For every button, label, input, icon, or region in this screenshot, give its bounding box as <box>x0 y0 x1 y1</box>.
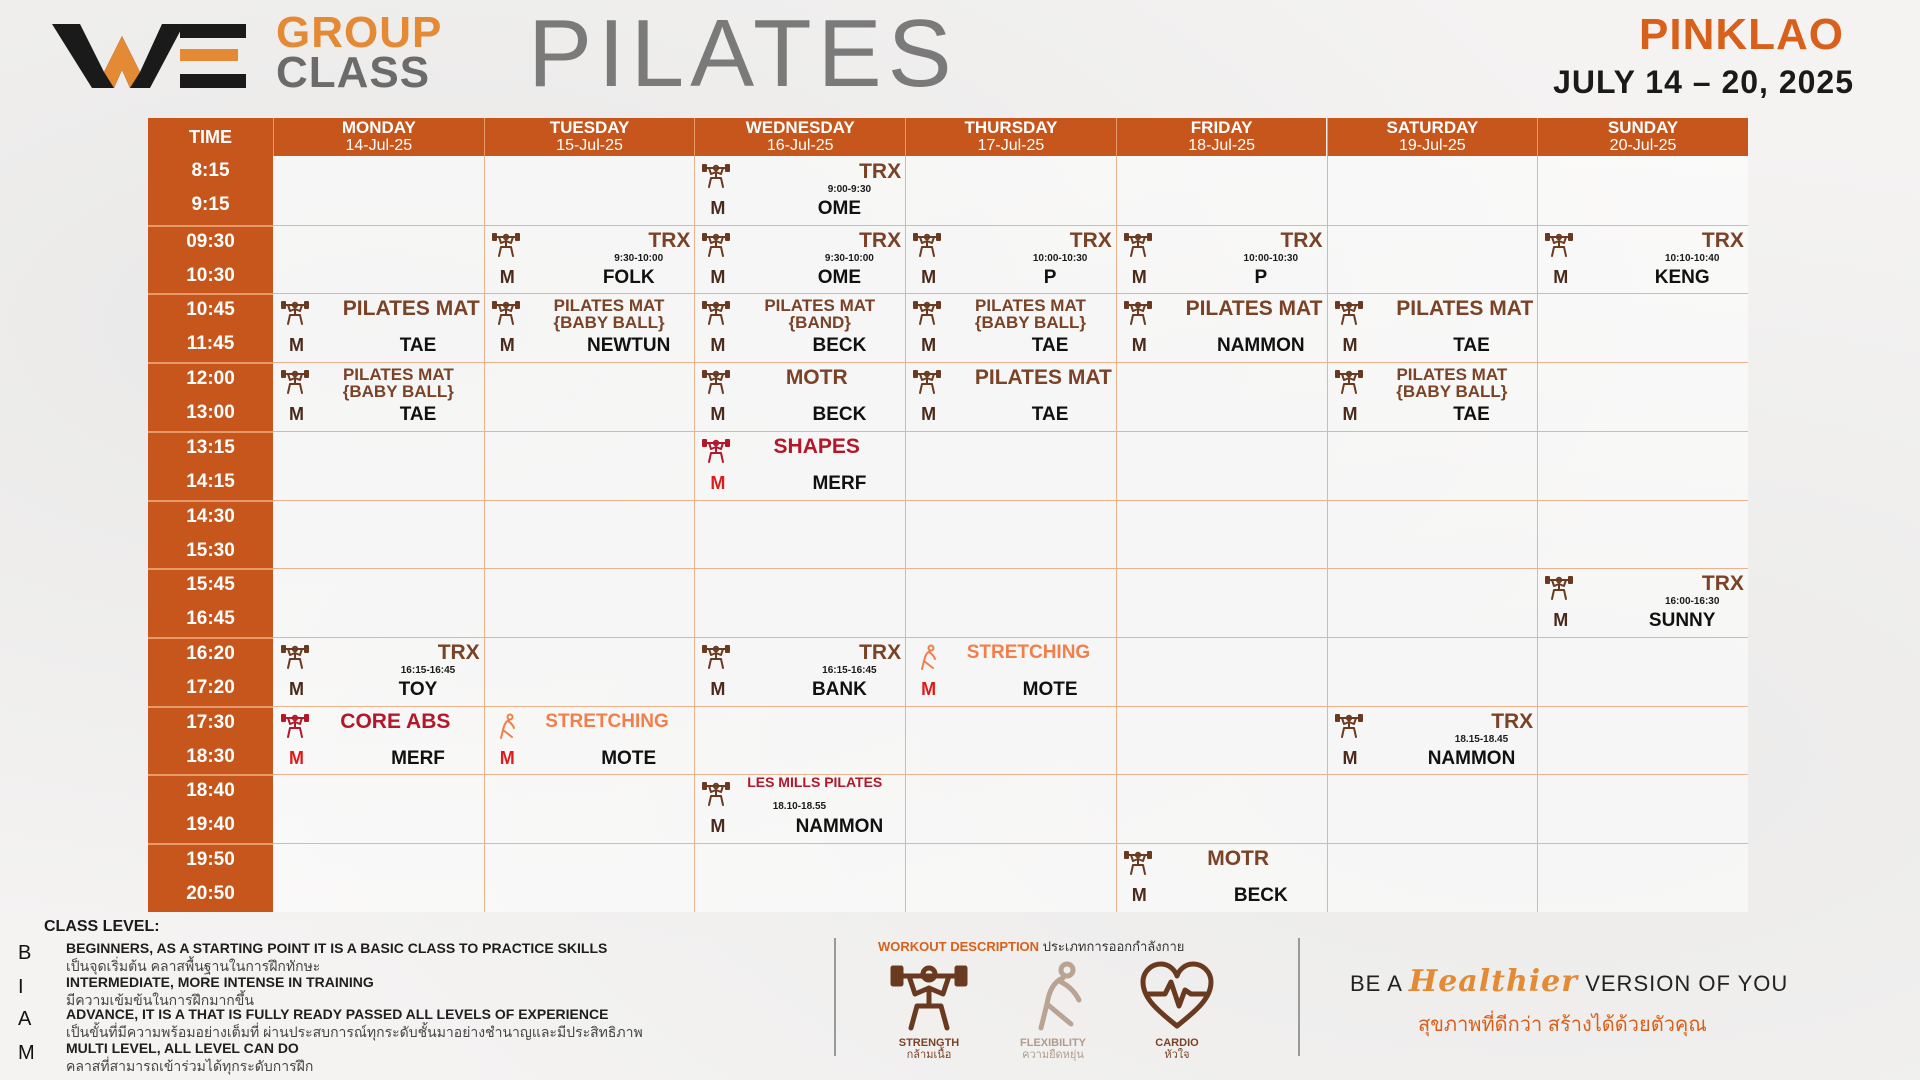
strength-label: STRENGTH <box>898 1037 960 1049</box>
class-level: M <box>921 678 937 699</box>
schedule-table <box>148 118 1748 912</box>
strength-icon <box>1545 231 1573 259</box>
timeslot-end: 18:30 <box>186 745 235 767</box>
timeslot <box>148 568 273 636</box>
class-entry[interactable] <box>1327 706 1538 775</box>
class-level: M <box>710 472 726 493</box>
class-instructor: P <box>1043 266 1057 288</box>
class-name: PILATES MAT <box>1396 297 1534 321</box>
class-name: TRX <box>1701 572 1744 596</box>
tagline-english: BE A Healthier VERSION OF YOU <box>1350 964 1789 999</box>
class-level: M <box>921 335 937 356</box>
class-level: M <box>499 266 515 287</box>
day-name: TUESDAY <box>549 118 630 137</box>
timeslot-start: 16:20 <box>186 642 235 664</box>
class-name: MOTR <box>785 366 848 390</box>
class-time: 9:30-10:00 <box>614 252 664 264</box>
timeslot <box>148 843 273 911</box>
class-instructor: MERF <box>391 747 445 769</box>
tagline-script: Healthier <box>1408 964 1579 999</box>
strength-icon <box>1545 574 1573 602</box>
strength-icon <box>702 368 730 396</box>
class-instructor: NAMMON <box>795 816 884 838</box>
class-time: 16:15-16:45 <box>822 664 877 676</box>
strength-icon <box>492 231 520 259</box>
timeslot-start: 13:15 <box>186 436 235 458</box>
class-instructor: NAMMON <box>1216 335 1305 357</box>
class-entry[interactable] <box>484 706 695 775</box>
level-description-thai: เป็นจุดเริ่มต้น คลาสพื้นฐานในการฝึกทักษะ <box>66 958 321 974</box>
flexibility-legend <box>998 960 1108 1070</box>
timeslot-end: 16:45 <box>186 608 235 630</box>
level-letter: I <box>18 976 24 998</box>
cardio-label: CARDIO <box>1155 1037 1199 1049</box>
level-description: INTERMEDIATE, MORE INTENSE IN TRAINING <box>66 974 374 990</box>
timeslot <box>148 156 273 224</box>
timeslot-end: 10:30 <box>186 264 235 286</box>
level-description: MULTI LEVEL, ALL LEVEL CAN DO <box>66 1040 299 1056</box>
class-level-legend <box>0 912 820 1080</box>
class-instructor: BECK <box>812 404 867 426</box>
class-level: M <box>499 335 515 356</box>
class-instructor: KENG <box>1654 266 1710 288</box>
strength-icon <box>913 368 941 396</box>
class-entry[interactable] <box>694 156 905 225</box>
class-entry[interactable] <box>273 637 484 706</box>
legend-row-multi <box>0 1040 820 1074</box>
class-entry[interactable] <box>484 293 695 362</box>
class-entry[interactable] <box>905 362 1116 431</box>
class-entry[interactable] <box>694 431 905 500</box>
strength-icon <box>281 299 309 327</box>
class-entry[interactable] <box>694 774 905 843</box>
class-time: 18.15-18.45 <box>1454 733 1509 745</box>
header <box>0 0 1920 118</box>
class-level: M <box>921 404 937 425</box>
strength-icon <box>889 960 969 1032</box>
class-name: MOTR <box>1207 847 1270 870</box>
class-level: M <box>710 404 726 425</box>
class-instructor: SUNNY <box>1648 610 1716 632</box>
class-entry[interactable] <box>273 706 484 775</box>
flexibility-sub: ความยืดหยุ่น <box>1022 1049 1084 1061</box>
class-entry[interactable] <box>1116 843 1327 912</box>
class-name: PILATES MAT <box>974 366 1112 390</box>
class-level: M <box>710 198 726 218</box>
class-entry[interactable] <box>694 293 905 362</box>
timeslot-end: 15:30 <box>186 539 235 561</box>
row-divider <box>273 568 1748 569</box>
timeslot-end: 11:45 <box>186 333 235 355</box>
strength-icon <box>1335 299 1363 327</box>
class-entry[interactable] <box>905 225 1116 294</box>
level-description: BEGINNERS, AS A STARTING POINT IT IS A BASIC CLASS TO PRACTICE SKILLS <box>66 940 608 956</box>
cardio-sub: หัวใจ <box>1164 1049 1190 1061</box>
class-entry[interactable] <box>1116 293 1327 362</box>
class-level: M <box>1342 335 1358 356</box>
class-name: LES MILLS PILATES <box>747 774 883 791</box>
timeslot <box>148 637 273 705</box>
class-entry[interactable] <box>1537 225 1748 294</box>
strength-icon <box>281 643 309 671</box>
tagline-thai: สุขภาพที่ดีกว่า สร้างได้ด้วยตัวคุณ <box>1418 1014 1707 1036</box>
day-date: 18-Jul-25 <box>1188 137 1255 154</box>
timeslot-end: 17:20 <box>186 676 235 698</box>
class-name: SHAPES <box>773 434 860 458</box>
class-instructor: MOTE <box>1022 678 1078 700</box>
class-level: M <box>289 335 304 356</box>
timeslot <box>148 774 273 842</box>
class-instructor: BECK <box>812 335 867 357</box>
cardio-icon <box>1137 960 1217 1032</box>
timeslot-start: 19:50 <box>186 849 235 870</box>
timeslot-start: 12:00 <box>186 368 235 390</box>
strength-legend <box>874 960 984 1070</box>
strength-icon <box>492 299 520 327</box>
flexibility-icon <box>1013 960 1093 1032</box>
class-level: M <box>710 266 726 287</box>
day-header-wednesday <box>694 118 905 156</box>
class-level: M <box>1131 335 1147 356</box>
class-level: M <box>710 335 726 356</box>
level-description: ADVANCE, IT IS A THAT IS FULLY READY PASSED ALL LEVELS OF EXPERIENCE <box>66 1006 609 1022</box>
class-level: M <box>289 747 304 768</box>
class-entry[interactable] <box>484 225 695 294</box>
class-name: PILATES MAT {BABY BALL} <box>342 365 454 402</box>
cardio-legend <box>1122 960 1232 1070</box>
strength-icon <box>702 231 730 259</box>
timeslot-start: 17:30 <box>186 711 235 733</box>
day-name: SUNDAY <box>1607 118 1679 137</box>
tagline <box>1320 960 1880 1050</box>
brand-class-text: CLASS <box>276 48 431 97</box>
day-name: THURSDAY <box>964 118 1058 137</box>
class-instructor: P <box>1254 266 1268 288</box>
class-entry[interactable] <box>694 637 905 706</box>
class-instructor: TAE <box>1453 335 1490 357</box>
level-description-thai: มีความเข้มข้นในการฝึกมากขึ้น <box>66 992 254 1008</box>
class-entry[interactable] <box>273 293 484 362</box>
workout-description <box>860 930 1280 1070</box>
time-header: TIME <box>148 118 273 156</box>
day-date: 15-Jul-25 <box>556 137 623 154</box>
class-level: M <box>1342 404 1358 425</box>
timeslot-start: 14:30 <box>186 505 235 527</box>
class-entry[interactable] <box>273 362 484 431</box>
day-header-sunday <box>1537 118 1748 156</box>
strength-icon <box>1124 231 1152 259</box>
class-name: TRX <box>648 228 691 252</box>
class-entry[interactable] <box>1327 293 1538 362</box>
timeslot <box>148 362 273 430</box>
class-instructor: BANK <box>811 678 867 700</box>
strength-icon <box>913 231 941 259</box>
cardio-strength-icon <box>281 712 309 740</box>
class-name: PILATES MAT {BABY BALL} <box>974 296 1086 333</box>
flexibility-icon <box>913 643 941 671</box>
level-letter: M <box>18 1042 35 1064</box>
class-level: M <box>1553 610 1569 631</box>
strength-icon <box>1335 712 1363 740</box>
class-level: M <box>1131 885 1147 905</box>
cardio-strength-icon <box>702 437 730 465</box>
class-name: TRX <box>437 640 480 664</box>
class-time: 10:00-10:30 <box>1032 252 1088 264</box>
class-instructor: OME <box>817 266 862 288</box>
class-entry[interactable] <box>1537 568 1748 637</box>
day-date: 17-Jul-25 <box>977 137 1045 154</box>
class-instructor: FOLK <box>602 266 655 288</box>
legend-title: CLASS LEVEL: <box>44 918 160 935</box>
row-divider <box>273 843 1748 844</box>
class-instructor: TAE <box>399 335 437 357</box>
day-header-thursday <box>905 118 1116 156</box>
class-name: CORE ABS <box>340 709 451 733</box>
class-entry[interactable] <box>1327 362 1538 431</box>
class-instructor: MOTE <box>601 747 657 769</box>
timeslot-end: 19:40 <box>186 814 235 836</box>
legend-row-advance <box>0 1006 820 1040</box>
schedule-grid <box>273 156 1748 912</box>
class-time: 9:00-9:30 <box>827 184 872 195</box>
class-entry[interactable] <box>694 225 905 294</box>
class-name: PILATES MAT <box>1185 297 1323 321</box>
row-divider <box>273 500 1748 501</box>
class-name: PILATES MAT {BABY BALL} <box>1396 365 1508 402</box>
class-entry[interactable] <box>905 637 1116 706</box>
day-header-monday <box>273 118 484 156</box>
class-level: M <box>289 404 304 425</box>
class-instructor: NAMMON <box>1427 747 1516 769</box>
timeslot <box>148 706 273 774</box>
class-entry[interactable] <box>694 362 905 431</box>
class-time: 10:10-10:40 <box>1664 252 1720 264</box>
day-name: SATURDAY <box>1386 118 1479 137</box>
class-name: PILATES MAT {BAND} <box>764 296 876 333</box>
brand-pilates-text: PILATES <box>528 0 958 107</box>
class-time: 18.10-18.55 <box>772 801 827 813</box>
strength-icon <box>702 643 730 671</box>
branch-name: PINKLAO <box>1639 10 1844 59</box>
day-header-saturday <box>1327 118 1538 156</box>
class-instructor: TAE <box>1031 404 1069 426</box>
day-date: 16-Jul-25 <box>766 137 834 154</box>
row-divider <box>273 774 1748 775</box>
class-name: TRX <box>1491 709 1534 733</box>
timeslot-end: 9:15 <box>191 194 230 215</box>
timeslot-start: 8:15 <box>191 160 230 181</box>
class-time: 9:30-10:00 <box>824 252 874 264</box>
class-name: PILATES MAT <box>342 297 480 321</box>
class-time: 16:15-16:45 <box>400 664 456 676</box>
strength-icon <box>702 162 730 190</box>
legend-row-beginner <box>0 940 820 974</box>
class-instructor: OME <box>817 198 862 219</box>
brand-group-text: GROUP <box>276 8 443 57</box>
class-level: M <box>710 816 726 837</box>
strength-sub: กล้ามเนื้อ <box>906 1049 952 1061</box>
workout-title: WORKOUT DESCRIPTION ประเภทการออกกำลังกาย <box>878 939 1185 954</box>
strength-icon <box>1124 299 1152 327</box>
flexibility-label: FLEXIBILITY <box>1020 1037 1086 1049</box>
timeslot-start: 18:40 <box>186 780 235 802</box>
class-level: M <box>710 678 726 699</box>
level-letter: B <box>18 942 32 964</box>
level-letter: A <box>18 1008 32 1030</box>
date-range: JULY 14 – 20, 2025 <box>1553 64 1854 100</box>
day-date: 20-Jul-25 <box>1609 137 1677 154</box>
class-instructor: TOY <box>398 678 438 700</box>
class-level: M <box>921 266 937 287</box>
class-level: M <box>1131 266 1147 287</box>
class-name: TRX <box>859 640 902 664</box>
class-name: TRX <box>1069 228 1112 252</box>
day-header-tuesday <box>484 118 695 156</box>
class-name: TRX <box>859 228 902 252</box>
time-column <box>148 156 273 912</box>
class-instructor: MERF <box>812 472 867 494</box>
class-entry[interactable] <box>1116 225 1327 294</box>
class-name: TRX <box>1280 228 1323 252</box>
timeslot <box>148 225 273 293</box>
class-name: TRX <box>859 160 902 183</box>
day-name: MONDAY <box>341 118 416 137</box>
class-time: 10:00-10:30 <box>1243 252 1299 264</box>
row-divider <box>273 431 1748 432</box>
divider <box>1298 938 1300 1056</box>
class-level: M <box>1553 266 1569 287</box>
class-level: M <box>1342 747 1358 768</box>
class-name: STRETCHING <box>545 710 669 732</box>
class-instructor: TAE <box>399 404 437 426</box>
day-name: WEDNESDAY <box>745 118 855 137</box>
class-level: M <box>499 747 515 768</box>
day-name: FRIDAY <box>1190 118 1253 137</box>
class-instructor: TAE <box>1031 335 1069 357</box>
class-instructor: TAE <box>1453 404 1490 426</box>
class-name: PILATES MAT {BABY BALL} <box>553 296 665 333</box>
timeslot <box>148 431 273 499</box>
level-description-thai: คลาสที่สามารถเข้าร่วมได้ทุกระดับการฝึก <box>66 1058 314 1074</box>
day-date: 19-Jul-25 <box>1398 137 1466 154</box>
strength-icon <box>1335 368 1363 396</box>
timeslot-end: 20:50 <box>186 883 235 904</box>
day-date: 14-Jul-25 <box>345 137 413 154</box>
divider <box>834 938 836 1056</box>
timeslot <box>148 293 273 361</box>
class-entry[interactable] <box>905 293 1116 362</box>
class-time: 16:00-16:30 <box>1664 596 1720 608</box>
strength-icon <box>281 368 309 396</box>
level-description-thai: เป็นขั้นที่มีความพร้อมอย่างเต็มที่ ผ่านประสบการณ์ทุกระดับชั้นมาอย่างชำนาญและมีประสิทธิภาพ <box>66 1024 643 1040</box>
strength-icon <box>702 780 730 808</box>
class-instructor: NEWTUN <box>586 335 671 357</box>
class-level: M <box>289 678 304 699</box>
strength-icon <box>1124 849 1152 877</box>
flexibility-icon <box>492 712 520 740</box>
timeslot-end: 13:00 <box>186 402 235 424</box>
class-name: TRX <box>1701 228 1744 252</box>
strength-icon <box>913 299 941 327</box>
class-instructor: BECK <box>1233 885 1288 906</box>
class-name: STRETCHING <box>966 641 1091 663</box>
legend-row-intermediate <box>0 974 820 1008</box>
we-logo <box>52 14 252 92</box>
timeslot-start: 10:45 <box>186 299 235 321</box>
timeslot <box>148 500 273 568</box>
day-header-friday <box>1116 118 1327 156</box>
column-divider <box>1327 156 1328 912</box>
timeslot-start: 09:30 <box>186 230 235 252</box>
timeslot-end: 14:15 <box>186 470 235 492</box>
timeslot-start: 15:45 <box>186 574 235 596</box>
strength-icon <box>702 299 730 327</box>
